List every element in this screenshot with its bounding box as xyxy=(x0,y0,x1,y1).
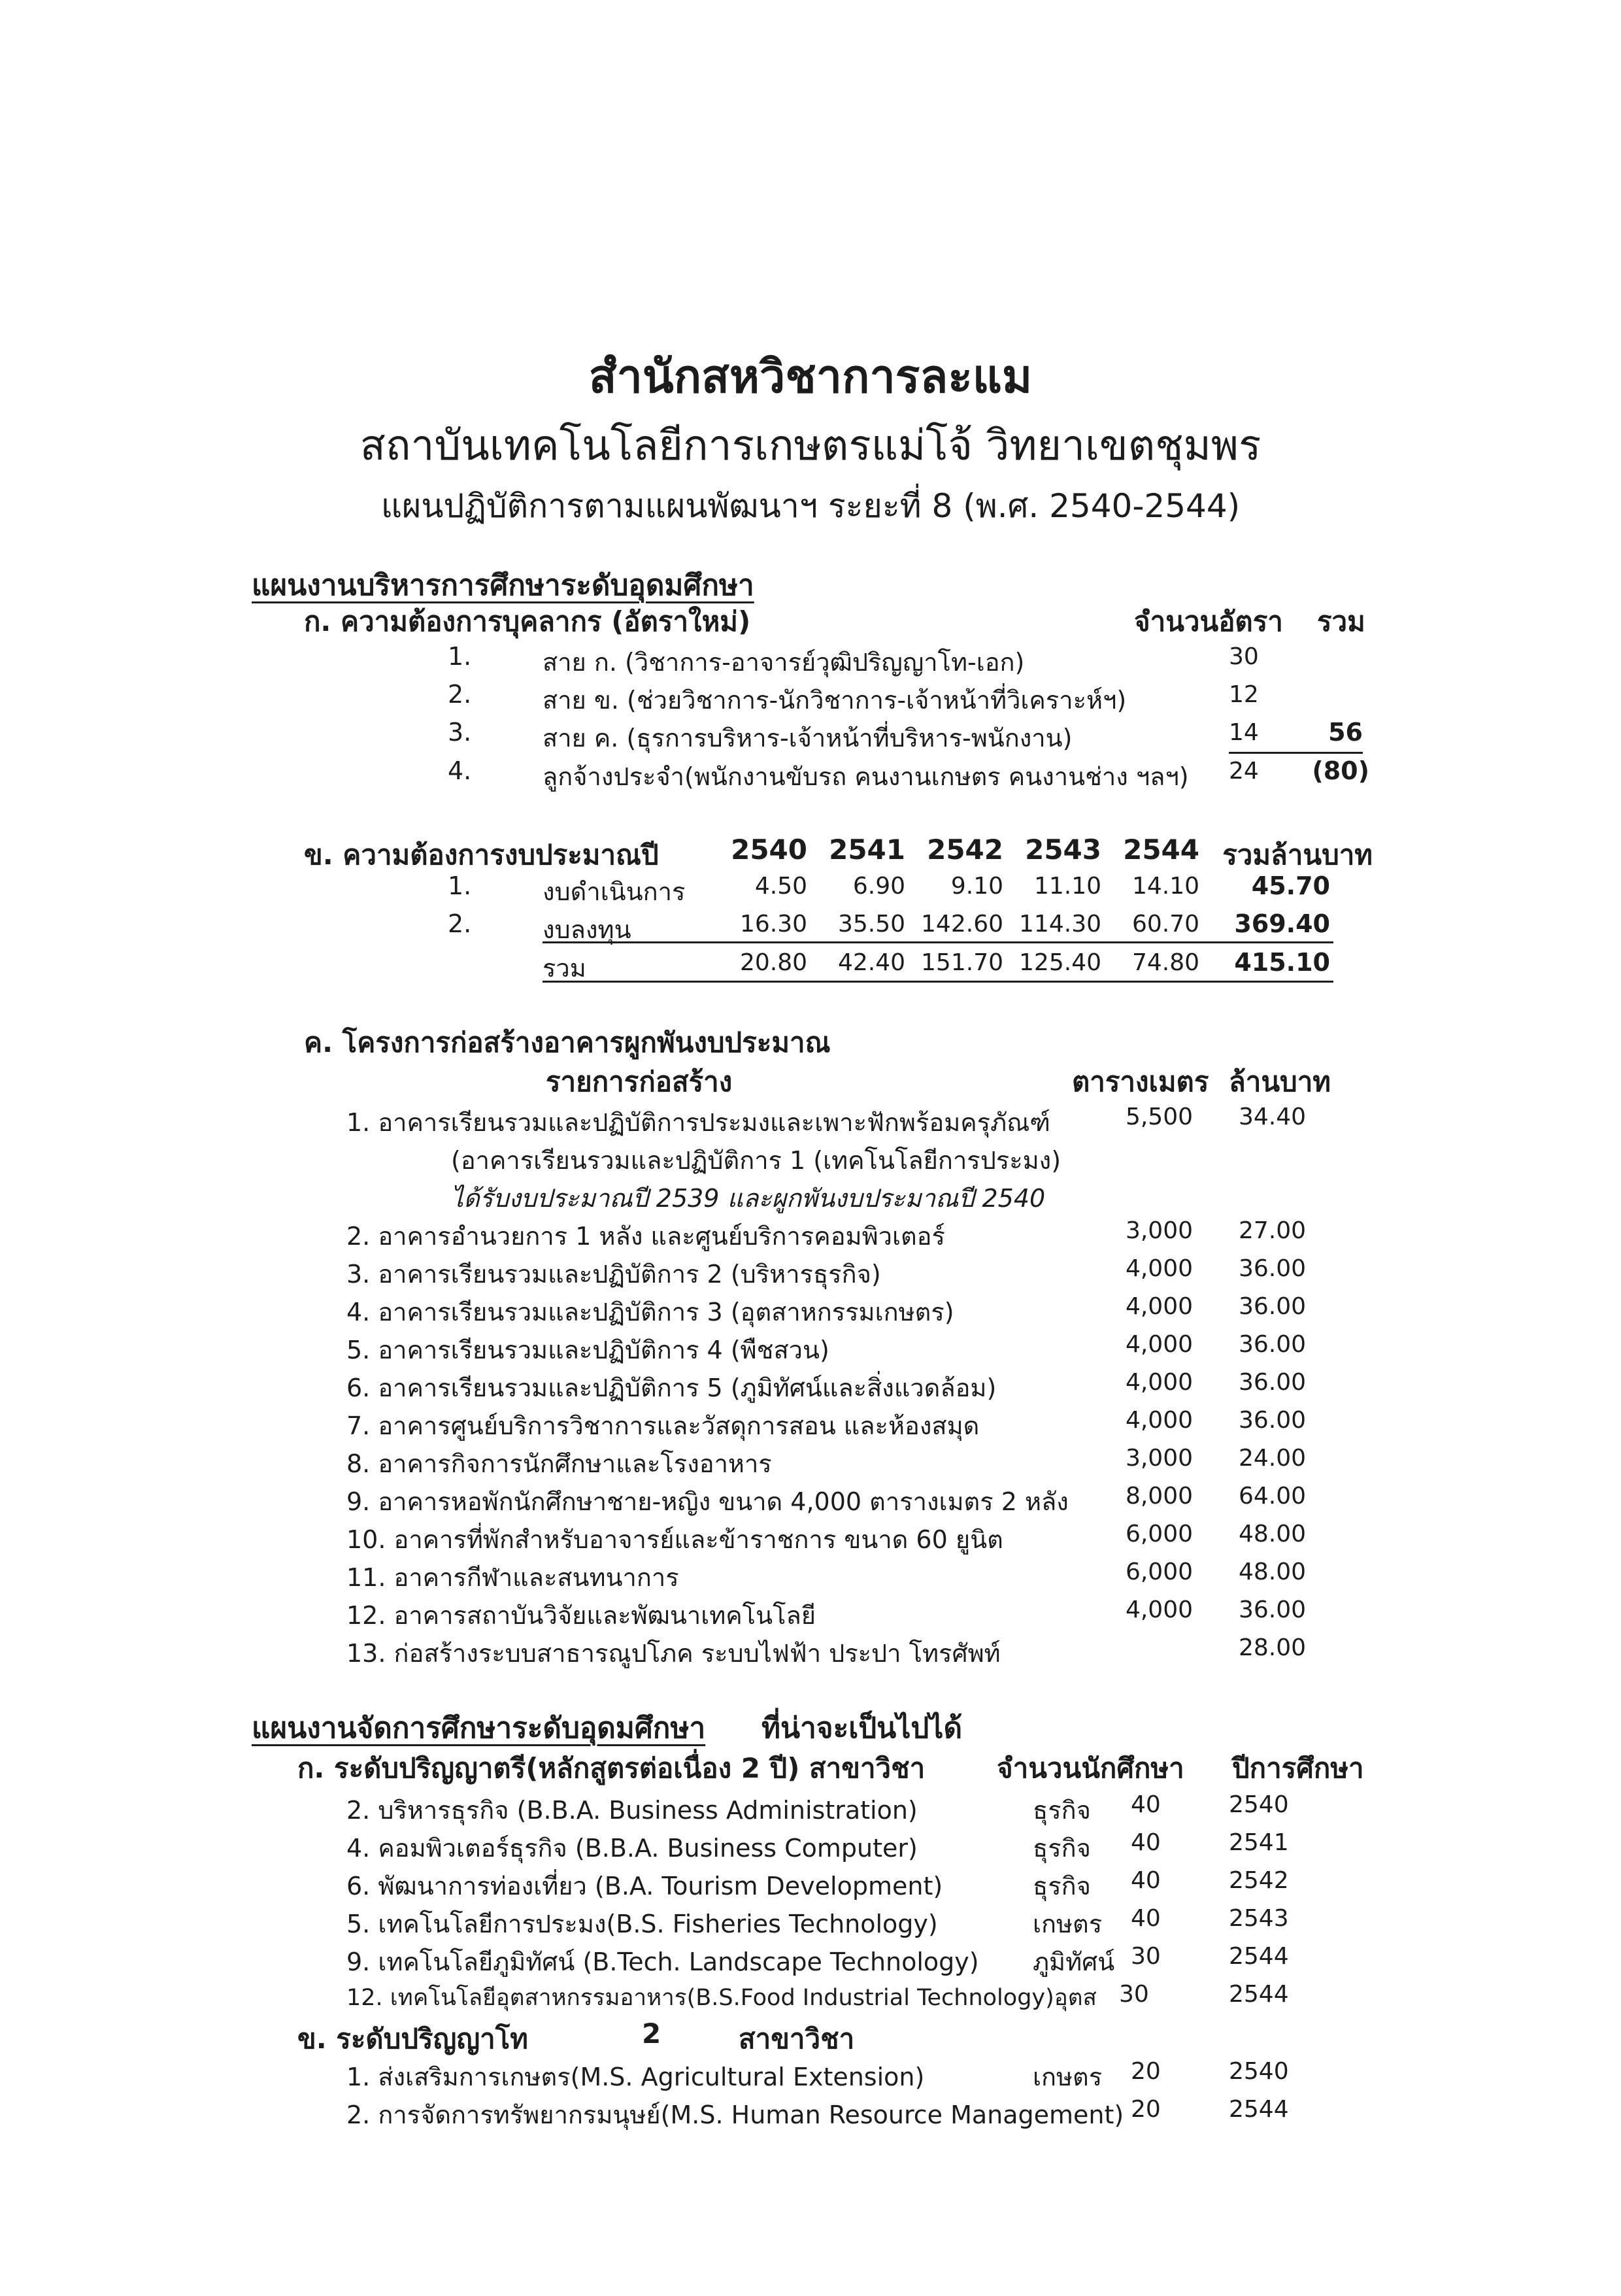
personnel-row-count: 24 xyxy=(1229,758,1259,785)
personnel-row-count: 30 xyxy=(1229,643,1259,670)
bachelor-students-header: จำนวนนักศึกษา xyxy=(997,1752,1184,1784)
construction-item-cost: 36.00 xyxy=(1239,1293,1307,1320)
budget-cell: 14.10 xyxy=(1131,873,1199,900)
program-label: 6. พัฒนาการท่องเที่ยว (B.A. Tourism Development) xyxy=(346,1872,943,1900)
construction-item-cost: 34.40 xyxy=(1239,1104,1307,1130)
construction-item-cost: 64.00 xyxy=(1239,1483,1307,1510)
budget-separator-line xyxy=(543,941,1333,943)
construction-item-area: 3,000 xyxy=(1125,1445,1193,1472)
construction-item-area: 4,000 xyxy=(1125,1369,1193,1396)
budget-cell: 125.40 xyxy=(1019,949,1101,976)
construction-item-cost: 36.00 xyxy=(1239,1596,1307,1623)
construction-item-cost: 36.00 xyxy=(1239,1407,1307,1434)
budget-cell: 114.30 xyxy=(1019,911,1101,937)
program-students: 40 xyxy=(1131,1905,1161,1932)
program-year: 2544 xyxy=(1229,1981,1289,2008)
construction-item-label: 7. อาคารศูนย์บริการวิชาการและวัสดุการสอน และห้องสมุด xyxy=(346,1411,980,1440)
construction-item-area: 4,000 xyxy=(1125,1331,1193,1358)
personnel-row-count: 14 xyxy=(1229,719,1259,746)
program-label: 2. การจัดการทรัพยากรมนุษย์(M.S. Human Resource Management) xyxy=(346,2101,1124,2129)
personnel-employee-total: (80) xyxy=(1312,756,1369,785)
construction-item-label: 12. อาคารสถาบันวิจัยและพัฒนาเทคโนโลยี xyxy=(346,1601,816,1630)
budget-year-header: 2542 xyxy=(927,834,1003,866)
master-major-label: สาขาวิชา xyxy=(739,2023,855,2055)
program-students: 30 xyxy=(1119,1981,1149,2008)
construction-item-cost: 36.00 xyxy=(1239,1255,1307,1282)
construction-item-area: 8,000 xyxy=(1125,1483,1193,1510)
construction-item-header: รายการก่อสร้าง xyxy=(546,1066,733,1098)
budget-row-label: รวม xyxy=(543,954,586,983)
construction-item-label: 1. อาคารเรียนรวมและปฏิบัติการประมงและเพาะฟักพร้อมครุภัณฑ์ xyxy=(346,1108,1050,1137)
budget-cell: 6.90 xyxy=(852,873,905,900)
program-year: 2541 xyxy=(1229,1829,1289,1856)
program-label: 5. เทคโนโลยีการประมง(B.S. Fisheries Technology) xyxy=(346,1910,938,1938)
program-year: 2540 xyxy=(1229,1791,1289,1818)
office-title: สำนักสหวิชาการละแม xyxy=(588,350,1033,403)
budget-heading: ข. ความต้องการงบประมาณปี xyxy=(304,839,659,871)
institute-name: สถาบันเทคโนโลยีการเกษตรแม่โจ้ วิทยาเขตชุมพร xyxy=(359,422,1262,470)
program-field: ธุรกิจ xyxy=(1033,1834,1091,1863)
program-label: 2. บริหารธุรกิจ (B.B.A. Business Administration) xyxy=(346,1796,918,1825)
program-year: 2544 xyxy=(1229,1943,1289,1970)
program-students: 30 xyxy=(1131,1943,1161,1970)
construction-item-area: 3,000 xyxy=(1125,1217,1193,1244)
construction-item-budget-note: ได้รับงบประมาณปี 2539 และผูกพันงบประมาณปี 2540 xyxy=(451,1184,1046,1213)
program-label: 12. เทคโนโลยีอุตสาหกรรมอาหาร(B.S.Food Industrial Technology)อุตส xyxy=(346,1985,1097,2011)
program-label: 9. เทคโนโลยีภูมิทัศน์ (B.Tech. Landscape Technology) xyxy=(346,1948,979,1976)
personnel-row-label: สาย ก. (วิชาการ-อาจารย์วุฒิปริญญาโท-เอก) xyxy=(543,648,1025,677)
construction-heading: ค. โครงการก่อสร้างอาคารผูกพันงบประมาณ xyxy=(304,1026,831,1058)
budget-row-no: 1. xyxy=(448,871,472,900)
construction-item-label: 6. อาคารเรียนรวมและปฏิบัติการ 5 (ภูมิทัศน์และสิ่งแวดล้อม) xyxy=(346,1374,997,1402)
construction-item-area: 5,500 xyxy=(1125,1104,1193,1130)
program-field: เกษตร xyxy=(1033,1910,1103,1938)
budget-year-header: 2541 xyxy=(829,834,905,866)
budget-year-header: 2544 xyxy=(1123,834,1199,866)
construction-item-label: 13. ก่อสร้างระบบสาธารณูปโภค ระบบไฟฟ้า ประปา โทรศัพท์ xyxy=(346,1639,1001,1668)
section2-title-suffix: ที่น่าจะเป็นไปได้ xyxy=(761,1712,963,1745)
program-label: 4. คอมพิวเตอร์ธุรกิจ (B.B.A. Business Computer) xyxy=(346,1834,918,1863)
budget-cell: 20.80 xyxy=(739,949,807,976)
program-year: 2543 xyxy=(1229,1905,1289,1932)
program-students: 20 xyxy=(1131,2058,1161,2085)
construction-item-cost: 48.00 xyxy=(1239,1559,1307,1585)
budget-cell: 74.80 xyxy=(1131,949,1199,976)
budget-total-underline xyxy=(543,981,1333,983)
budget-row-label: งบลงทุน xyxy=(543,915,631,944)
construction-item-cost: 27.00 xyxy=(1239,1217,1307,1244)
construction-item-area: 4,000 xyxy=(1125,1596,1193,1623)
construction-item-cost: 36.00 xyxy=(1239,1369,1307,1396)
personnel-row-label: ลูกจ้างประจำ(พนักงานขับรถ คนงานเกษตร คนงานช่าง ฯลฯ) xyxy=(543,762,1189,791)
master-count: 2 xyxy=(642,2017,661,2050)
construction-item-label: 3. อาคารเรียนรวมและปฏิบัติการ 2 (บริหารธุรกิจ) xyxy=(346,1260,881,1289)
program-field: เกษตร xyxy=(1033,2063,1103,2091)
budget-cell: 4.50 xyxy=(754,873,807,900)
budget-cell: 60.70 xyxy=(1131,911,1199,937)
budget-year-header: 2543 xyxy=(1025,834,1101,866)
master-heading: ข. ระดับปริญญาโท xyxy=(297,2023,528,2055)
construction-area-header: ตารางเมตร xyxy=(1072,1066,1209,1098)
construction-item-area: 6,000 xyxy=(1125,1559,1193,1585)
budget-cell: 151.70 xyxy=(921,949,1003,976)
personnel-row-no: 3. xyxy=(448,718,472,747)
personnel-total-header: รวม xyxy=(1317,605,1365,637)
personnel-row-label: สาย ค. (ธุรการบริหาร-เจ้าหน้าที่บริหาร-พนักงาน) xyxy=(543,724,1073,752)
personnel-row-no: 2. xyxy=(448,680,472,709)
budget-year-header: 2540 xyxy=(731,834,807,866)
budget-cell: 35.50 xyxy=(837,911,905,937)
program-field: ธุรกิจ xyxy=(1033,1872,1091,1900)
construction-item-area: 4,000 xyxy=(1125,1255,1193,1282)
bachelor-heading: ก. ระดับปริญญาตรี(หลักสูตรต่อเนื่อง 2 ปี) สาขาวิชา xyxy=(297,1752,926,1784)
budget-cell: 9.10 xyxy=(950,873,1003,900)
construction-item-cost: 36.00 xyxy=(1239,1331,1307,1358)
budget-cell: 11.10 xyxy=(1033,873,1101,900)
budget-row-no: 2. xyxy=(448,909,472,938)
budget-grand-total: 415.10 xyxy=(1234,948,1330,977)
plan-title: แผนปฏิบัติการตามแผนพัฒนาฯ ระยะที่ 8 (พ.ศ. 2540-2544) xyxy=(380,487,1241,525)
program-students: 40 xyxy=(1131,1829,1161,1856)
program-label: 1. ส่งเสริมการเกษตร(M.S. Agricultural Extension) xyxy=(346,2063,925,2091)
construction-item-label: 10. อาคารที่พักสำหรับอาจารย์และข้าราชการ ขนาด 60 ยูนิต xyxy=(346,1525,1003,1554)
construction-item-area: 4,000 xyxy=(1125,1293,1193,1320)
personnel-row-no: 4. xyxy=(448,756,472,785)
program-field: ธุรกิจ xyxy=(1033,1796,1091,1825)
personnel-heading: ก. ความต้องการบุคลากร (อัตราใหม่) xyxy=(304,605,751,637)
construction-item-cost: 48.00 xyxy=(1239,1521,1307,1547)
personnel-count-header: จำนวนอัตรา xyxy=(1134,605,1283,637)
construction-item-label: 5. อาคารเรียนรวมและปฏิบัติการ 4 (พืชสวน) xyxy=(346,1336,829,1364)
program-field: ภูมิทัศน์ xyxy=(1033,1948,1115,1976)
construction-item-cost: 24.00 xyxy=(1239,1445,1307,1472)
personnel-subtotal: 56 xyxy=(1328,718,1363,747)
construction-item-label: 2. อาคารอำนวยการ 1 หลัง และศูนย์บริการคอมพิวเตอร์ xyxy=(346,1222,945,1251)
construction-item-label: 11. อาคารกีฬาและสนทนาการ xyxy=(346,1563,679,1592)
program-year: 2544 xyxy=(1229,2096,1289,2123)
construction-item-area: 6,000 xyxy=(1125,1521,1193,1547)
program-students: 20 xyxy=(1131,2096,1161,2123)
budget-row-total: 45.70 xyxy=(1251,871,1330,900)
construction-item-cost: 28.00 xyxy=(1239,1634,1307,1661)
budget-cell: 142.60 xyxy=(921,911,1003,937)
section2-title: แผนงานจัดการศึกษาระดับอุดมศึกษา xyxy=(252,1712,706,1745)
personnel-row-no: 1. xyxy=(448,642,472,671)
program-students: 40 xyxy=(1131,1867,1161,1894)
construction-item-note: (อาคารเรียนรวมและปฏิบัติการ 1 (เทคโนโลยีการประมง) xyxy=(451,1146,1061,1175)
construction-item-label: 4. อาคารเรียนรวมและปฏิบัติการ 3 (อุตสาหกรรมเกษตร) xyxy=(346,1298,954,1326)
construction-item-label: 8. อาคารกิจการนักศึกษาและโรงอาหาร xyxy=(346,1449,772,1478)
personnel-row-label: สาย ข. (ช่วยวิชาการ-นักวิชาการ-เจ้าหน้าที่วิเคราะห์ฯ) xyxy=(543,686,1127,715)
bachelor-year-header: ปีการศึกษา xyxy=(1232,1752,1364,1784)
section1-title: แผนงานบริหารการศึกษาระดับอุดมศึกษา xyxy=(252,569,754,602)
construction-item-label: 9. อาคารหอพักนักศึกษาชาย-หญิง ขนาด 4,000 ตารางเมตร 2 หลัง xyxy=(346,1487,1069,1516)
program-year: 2540 xyxy=(1229,2058,1289,2085)
personnel-row-count: 12 xyxy=(1229,681,1259,708)
budget-row-label: งบดำเนินการ xyxy=(543,877,686,906)
construction-cost-header: ล้านบาท xyxy=(1229,1066,1331,1098)
budget-cell: 16.30 xyxy=(739,911,807,937)
program-students: 40 xyxy=(1131,1791,1161,1818)
budget-row-total: 369.40 xyxy=(1234,909,1330,938)
budget-total-header: รวมล้านบาท xyxy=(1222,839,1373,871)
construction-item-area: 4,000 xyxy=(1125,1407,1193,1434)
program-year: 2542 xyxy=(1229,1867,1289,1894)
subtotal-underline xyxy=(1229,752,1363,754)
budget-cell: 42.40 xyxy=(837,949,905,976)
